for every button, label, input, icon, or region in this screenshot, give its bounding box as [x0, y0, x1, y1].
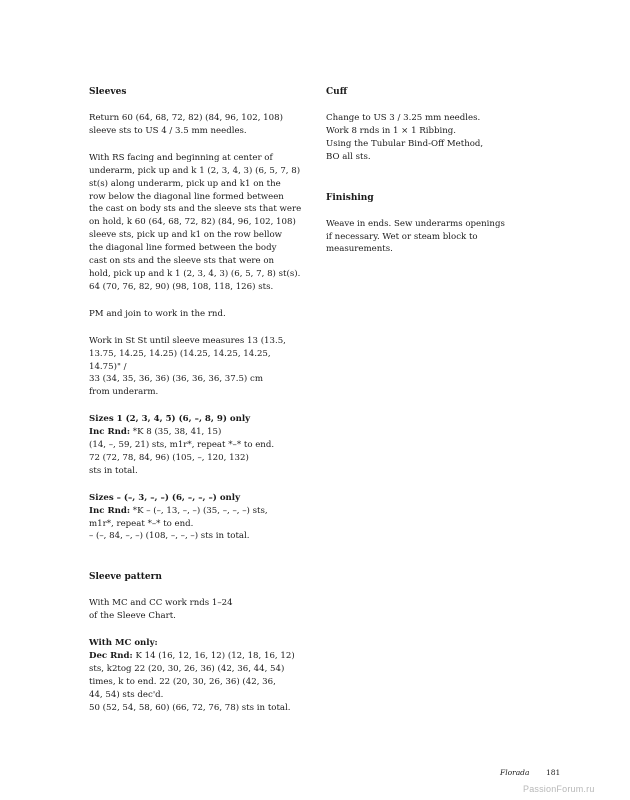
sizes-1-block [89, 413, 304, 478]
sizes-1-inc-label: Inc Rnd: [89, 427, 131, 438]
footer-title: Florada [500, 768, 530, 777]
sizes-2-inc-label: Inc Rnd: [89, 505, 131, 516]
sizes-1-inc-line [89, 426, 304, 439]
sleeves-join-paragraph: PM and join to work in the rnd. [89, 308, 226, 319]
dec-rnd-label: Dec Rnd: [89, 651, 133, 662]
cuff-heading: Cuff [326, 87, 348, 97]
page-number: 181 [546, 768, 561, 777]
cuff-paragraph: Change to US 3 / 3.25 mm needles. Work 8 rnds in 1 × 1 Ribbing. Using the Tubular Bind-Off Method, BO all sts. [326, 113, 484, 162]
right-column [326, 86, 526, 270]
sleeves-stst-paragraph: Work in St St until sleeve measures 13 (13.5, 13.75, 14.25, 14.25) (14.25, 14.25, 14.25, 14.75)" / 33 (34, 35, 36, 36) (36, 36, 36, 37.5) cm from underarm. [89, 335, 286, 398]
sizes-1-title: Sizes 1 (2, 3, 4, 5) (6, –, 8, 9) only [89, 414, 251, 425]
finishing-heading: Finishing [326, 192, 374, 203]
sizes-2-block [89, 492, 304, 544]
sleeves-pickup-paragraph: With RS facing and beginning at center of underarm, pick up and k 1 (2, 3, 4, 3) (6, 5, 7, 8) st(s) along underarm, pick up and k1 on the row below the diagonal line formed between the cast on body sts and the sleeve sts that were on hold, k 60 (64, 68, 72, 82) (84, 96, 102, 108) sleeve sts, pick up and k1 on the row bellow the diagonal line formed between the body cast on sts and the sleeve sts that were on hold, pick up and k 1 (2, 3, 4, 3) (6, 5, 7, 8) st(s). 64 (70, 76, 82, 90) (98, 108, 118, 126) sts. [89, 152, 302, 292]
sizes-1-inc-text: *K 8 (35, 38, 41, 15) [130, 427, 222, 438]
dec-rnd-rest: sts, k2tog 22 (20, 30, 26, 36) (42, 36, 44, 54) times, k to end. 22 (20, 30, 26, 36) (42, 36, 44, 54) sts dec'd. 50 (52, 54, 58, 60) (66, 72, 76, 78) sts in total. [89, 664, 291, 713]
sizes-2-rest: m1r*, repeat *–* to end. – (–, 84, –, –) (108, –, –, –) sts in total. [89, 518, 250, 542]
sleeves-heading: Sleeves [89, 87, 127, 97]
watermark: PassionForum.ru [523, 784, 595, 794]
dec-rnd-line [89, 650, 304, 663]
sleeves-return-paragraph: Return 60 (64, 68, 72, 82) (84, 96, 102, 108) sleeve sts to US 4 / 3.5 mm needles. [89, 113, 283, 136]
sizes-2-title: Sizes – (–, 3, –, –) (6, –, –, –) only [89, 492, 241, 503]
dec-rnd-text: K 14 (16, 12, 16, 12) (12, 18, 16, 12) [132, 651, 295, 662]
sizes-2-inc-text: *K – (–, 13, –, –) (35, –, –, –) sts, [130, 505, 268, 516]
mc-only-block [89, 637, 304, 714]
sizes-2-inc-line [89, 505, 304, 518]
mc-only-title: With MC only: [89, 638, 158, 649]
sizes-1-rest: (14, –, 59, 21) sts, m1r*, repeat *–* to end. 72 (72, 78, 84, 96) (105, –, 120, 132) sts in total. [89, 440, 275, 476]
sleeve-pattern-heading: Sleeve pattern [89, 572, 162, 583]
left-column [89, 86, 304, 729]
sleeve-pattern-paragraph: With MC and CC work rnds 1–24 of the Sleeve Chart. [89, 598, 233, 622]
finishing-paragraph: Weave in ends. Sew underarms openings if necessary. Wet or steam block to measurements. [326, 218, 505, 255]
